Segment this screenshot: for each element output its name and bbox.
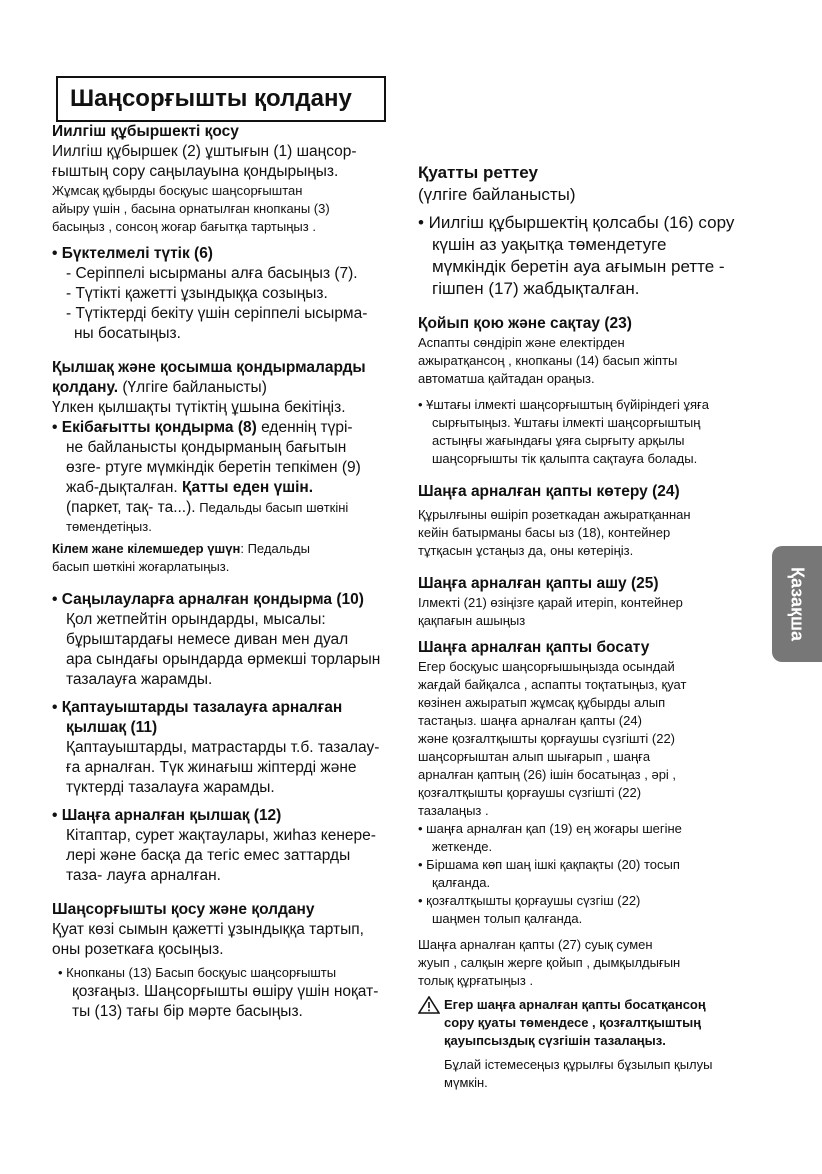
carpet-text: : Педальды: [240, 541, 310, 556]
warning-note: мүмкін.: [444, 1075, 488, 1090]
switch-line: • Кнопканы (13) Басып босқуыс шаңсорғышты: [58, 965, 337, 980]
empty-line: Егер босқуыс шаңсорғышыңызда осындай: [418, 659, 675, 674]
hose-small-line: айыру үшін , басына орнатылған кнопканы (3): [52, 201, 330, 216]
brush-heading-2: [52, 378, 412, 398]
hard-floor-label: Қатты еден үшін.: [182, 479, 314, 496]
open-line: Ілмекті (21) өзіңізге қарай итеріп, контейнер: [418, 595, 683, 610]
power-line: мүмкіндік беретін ауа ағымын ретте -: [432, 257, 725, 276]
power-line: • Иилгіш құбыршектің қолсабы (16) сору: [418, 213, 735, 232]
switch-line: ты (13) тағы бір мәрте басыңыз.: [72, 1003, 303, 1020]
lift-line: тұтқасын ұстаңыз да, оны көтеріңіз.: [418, 543, 634, 558]
empty-bullet: қалғанда.: [432, 875, 491, 890]
hose-small-line: Жұмсақ құбырды босқуыс шаңсорғыштан: [52, 183, 303, 198]
lift-heading: Шаңға арналған қапты көтеру (24): [418, 483, 680, 500]
crevice-line: ара сындағы орындарда өрмекші торларын: [66, 651, 381, 668]
warning-block: [418, 996, 766, 1092]
empty-bullet: • шаңға арналған қап (19) ең жоғары шегіне: [418, 821, 682, 836]
crevice-line: тазалауға жарамды.: [66, 671, 213, 688]
page-title: Шаңсорғышты қолдану: [56, 76, 386, 122]
dust-brush-line: лері және басқа да тегіс емес заттарды: [66, 847, 351, 864]
wash-line: жуып , салқын жерге қойып , дымқылдығын: [418, 955, 681, 970]
connect-heading: Шаңсорғышты қосу және қолдану: [52, 901, 315, 918]
language-tab: [772, 546, 822, 662]
hose-heading: Иилгіш құбыршекті қосу: [52, 123, 239, 140]
tube-step: - Серіппелі ысырманы алға басыңыз (7).: [66, 265, 358, 282]
carpet-line: басып шөткіні жоғарлатыңыз.: [52, 559, 230, 574]
upholstery-line: түктерді тазалауға жарамды.: [66, 779, 275, 796]
upholstery-line: ға арналған. Түк жинағыш жіптерді және: [66, 759, 357, 776]
crevice-line: Қол жетпейтін орындарды, мысалы:: [66, 611, 326, 628]
empty-line: қозғалтқышты қорғаушы сүзгішті (22): [418, 785, 642, 800]
warning-line: сору қуаты төмендесе , қозғалтқыштың: [444, 1015, 702, 1030]
empty-line: және қозғалтқышты қорғаушы сүзгішті (22): [418, 731, 676, 746]
page-title-box: [56, 76, 386, 122]
dust-brush-line: Кітаптар, сурет жақтаулары, жиһаз кенере-: [66, 827, 376, 844]
storage-line: ажыратқансоң , кнопканы (14) басып жіпты: [418, 353, 678, 368]
brush-line: Үлкен қылшақты түтіктің ұшына бекітіңіз.: [52, 399, 346, 416]
switch-note: [58, 964, 418, 1022]
two-way-text: еденнің түрі-: [256, 419, 353, 436]
storage-heading: Қойып қою және сақтау (23): [418, 315, 632, 332]
two-way-text: жаб-дықталған.: [66, 479, 183, 496]
empty-bullet: жеткенде.: [432, 839, 493, 854]
storage-bullet: шаңсорғышты тік қалыпта сақтауға болады.: [432, 451, 698, 466]
upholstery-heading: • Қаптауыштарды тазалауға арналған: [52, 699, 343, 716]
empty-bullet: • Біршама көп шаң ішкі қақпақты (20) тосып: [418, 857, 680, 872]
storage-line: автоматша қайтадан ораңыз.: [418, 371, 595, 386]
two-way-line: [52, 498, 412, 518]
storage-line: Аспапты сөндіріп және електірден: [418, 335, 625, 350]
empty-line: жағдай байқалса , аспапты тоқтатыңыз, қуат: [418, 677, 687, 692]
warning-note: Бұлай істемесеңыз құрылғы бұзылып қылуы: [444, 1057, 713, 1072]
crevice-heading: • Саңылауларға арналған қондырма (10): [52, 591, 364, 608]
warning-triangle-icon: [418, 996, 440, 1014]
two-way-text-small: Педальды басып шөткіні: [195, 500, 349, 515]
brush-heading: Қылшақ және қосымша қондырмаларды: [52, 359, 366, 376]
open-line: қақпағын ашыңыз: [418, 613, 526, 628]
brush-heading-note: (Үлгіге байланысты): [118, 379, 267, 396]
upholstery-line: Қаптауыштарды, матрастарды т.б. тазалау-: [66, 739, 380, 756]
connect-line: Қуат көзі сымын қажетті ұзындыққа тартып,: [52, 921, 364, 938]
crevice-line: бұрыштардағы немесе диван мен дуал: [66, 631, 349, 648]
tube-step: - Түтіктерді бекіту үшін серіппелі ысырма-: [66, 305, 368, 322]
two-way-line: [52, 478, 412, 498]
warning-line: Егер шаңға арналған қапты босатқансоң: [444, 997, 706, 1012]
wash-line: Шаңға арналған қапты (27) суық сумен: [418, 937, 653, 952]
left-column: [52, 122, 412, 960]
warning-line: қауыпсыздық сүзгішін тазалаңыз.: [444, 1033, 666, 1048]
dust-brush-line: таза- лауға арналған.: [66, 867, 221, 884]
storage-bullet: сырғытыңыз. Ұштағы ілмекті шаңсорғыштың: [432, 415, 701, 430]
open-heading: Шаңға арналған қапты ашу (25): [418, 575, 659, 592]
empty-heading: Шаңға арналған қапты босату: [418, 639, 650, 656]
tube-step: - Түтікті қажетті ұзындыққа созыңыз.: [66, 285, 328, 302]
right-column: [418, 162, 766, 1092]
wash-line: толық құрғатыңыз .: [418, 973, 534, 988]
storage-bullet: астыңғы жағындағы ұяға сырғыту арқылы: [432, 433, 685, 448]
power-subheading: (үлгіге байланысты): [418, 185, 576, 204]
power-line: гішпен (17) жабдықталған.: [432, 279, 640, 298]
empty-bullet: • қозғалтқышты қорғаушы сүзгіш (22): [418, 893, 641, 908]
hose-small-line: басыңыз , сонсоң жоғар бағытқа тартыңыз .: [52, 219, 316, 234]
upholstery-heading: қылшақ (11): [66, 719, 158, 736]
carpet-label: Кілем жане кілемшедер үшүн: [52, 541, 241, 556]
empty-line: тазалаңыз .: [418, 803, 489, 818]
two-way-line: өзге- ртуге мүмкіндік беретін тепкімен (9): [66, 459, 361, 476]
empty-line: шаңсорғыштан алып шығарып , шаңға: [418, 749, 651, 764]
two-way-line: не байланысты қондырманың бағытын: [66, 439, 347, 456]
hose-line: ғыштың сору саңылауына қондырыңыз.: [52, 163, 339, 180]
power-heading: Қуатты реттеу: [418, 163, 538, 182]
storage-bullet: • Ұштағы ілмекті шаңсорғыштың бүйіріндегі ұяға: [418, 397, 709, 412]
empty-line: тастаңыз. шаңға арналған қапты (24): [418, 713, 642, 728]
tube-step: ны босатыңыз.: [74, 325, 181, 342]
two-way-text: (паркет, тақ- та...).: [66, 499, 196, 516]
dust-brush-heading: • Шаңға арналған қылшақ (12): [52, 807, 282, 824]
two-way-heading: • Екібағытты қондырма (8): [52, 419, 257, 436]
brush-heading-bold: қолдану.: [52, 379, 119, 396]
switch-line: қозғаңыз. Шаңсорғышты өшіру үшін ноқат-: [72, 983, 379, 1000]
hose-line: Иилгіш құбыршек (2) ұштығын (1) шаңсор-: [52, 143, 357, 160]
two-way-line: [52, 418, 412, 438]
empty-bullet: шаңмен толып қалғанда.: [432, 911, 583, 926]
lift-line: кейін батырманы басы ыз (18), контейнер: [418, 525, 671, 540]
carpet-line: [52, 540, 412, 558]
language-tab-label: Қазақша: [787, 567, 808, 641]
power-line: күшін аз уақытқа төмендетуге: [432, 235, 667, 254]
empty-line: арналған қаптың (26) ішін босатыңаз , әрі ,: [418, 767, 677, 782]
lift-line: Құрылғыны өшіріп розеткадан ажыратқаннан: [418, 507, 691, 522]
two-way-line: төмендетіңыз.: [66, 519, 152, 534]
connect-line: оны розеткаға қосыңыз.: [52, 941, 224, 958]
tube-heading: • Бүктелмелі түтік (6): [52, 245, 213, 262]
empty-line: көзінен ажыратып жұмсақ құбырды алып: [418, 695, 666, 710]
